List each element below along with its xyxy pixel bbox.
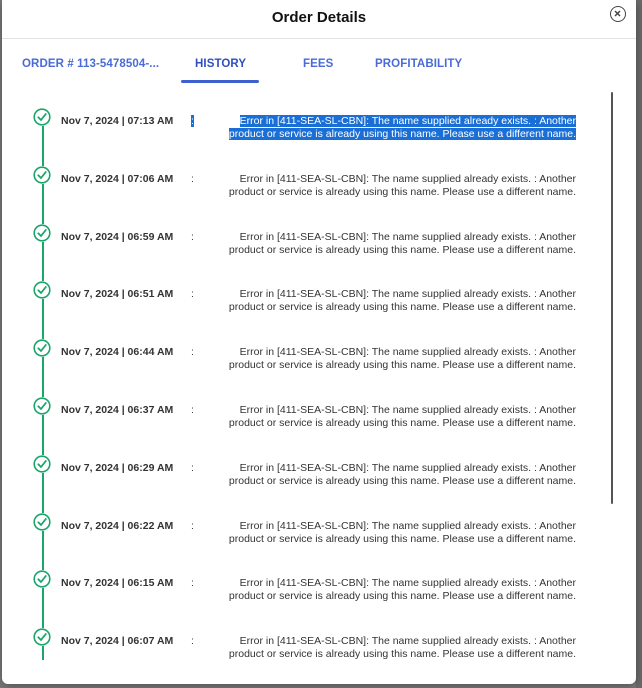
history-entry — [2, 149, 612, 207]
close-button[interactable] — [610, 6, 626, 22]
entry-message — [206, 346, 576, 372]
modal-title: Order Details — [271, 9, 367, 26]
entry-separator: : — [191, 404, 194, 416]
tab-fees[interactable]: FEES — [303, 58, 334, 70]
entry-date: Nov 7, 2024 | 06:22 AM — [61, 519, 174, 532]
entry-message-text: Error in [411-SEA-SL-CBN]: The name supplied already exists. : Another product or service is already using this name. Please use a different name. — [228, 577, 576, 603]
entry-separator: : — [191, 288, 194, 301]
history-entry — [2, 207, 612, 265]
history-entry — [2, 91, 612, 149]
entry-message-text: Error in [411-SEA-SL-CBN]: The name supplied already exists. : Another product or service is already using this name. Please use a different name. — [228, 519, 576, 545]
entry-message — [206, 288, 576, 314]
history-entry — [2, 496, 612, 554]
entry-separator: : — [191, 577, 194, 590]
close-icon — [611, 7, 624, 20]
entry-message-text: Error in [411-SEA-SL-CBN]: The name supplied already exists. : Another product or service is already using this name. Please use a different name. — [228, 461, 576, 487]
check-circle-icon — [33, 108, 51, 126]
entry-date: Nov 7, 2024 | 07:13 AM — [61, 115, 174, 127]
entry-date: Nov 7, 2024 | 06:59 AM — [61, 230, 174, 243]
history-entry — [2, 611, 612, 669]
entry-message — [206, 577, 576, 603]
active-tab-indicator — [181, 80, 259, 83]
check-circle-icon — [33, 281, 51, 299]
check-circle-icon — [33, 513, 51, 531]
entry-separator: : — [191, 230, 194, 243]
entry-message — [206, 462, 576, 488]
entry-date: Nov 7, 2024 | 06:37 AM — [61, 404, 174, 416]
entry-separator: : — [191, 635, 194, 648]
entry-message-text: Error in [411-SEA-SL-CBN]: The name supplied already exists. : Another product or service is already using this name. Please use a different name. — [228, 115, 576, 140]
entry-message-text: Error in [411-SEA-SL-CBN]: The name supplied already exists. : Another product or service is already using this name. Please use a different name. — [228, 346, 576, 372]
history-entry — [2, 553, 612, 611]
scrollbar[interactable] — [611, 92, 613, 504]
check-circle-icon — [33, 339, 51, 357]
history-panel[interactable] — [2, 90, 636, 684]
entry-separator: : — [191, 115, 194, 127]
order-details-modal — [2, 0, 636, 684]
tab-history[interactable]: HISTORY — [195, 58, 247, 70]
entry-message — [206, 404, 576, 430]
tab-profitability[interactable]: PROFITABILITY — [375, 58, 463, 70]
entry-message — [206, 173, 576, 199]
entry-separator: : — [191, 172, 194, 185]
check-circle-icon — [33, 166, 51, 184]
entry-separator: : — [191, 461, 194, 474]
entry-message — [206, 635, 576, 661]
modal-header — [2, 0, 636, 39]
entry-separator: : — [191, 346, 194, 359]
history-entry — [2, 322, 612, 380]
check-circle-icon — [33, 397, 51, 415]
entry-message — [206, 115, 576, 141]
entry-message-text: Error in [411-SEA-SL-CBN]: The name supplied already exists. : Another product or service is already using this name. Please use a different name. — [228, 172, 576, 198]
history-entry — [2, 438, 612, 496]
entry-date: Nov 7, 2024 | 06:44 AM — [61, 346, 174, 359]
entry-date: Nov 7, 2024 | 06:15 AM — [61, 577, 174, 590]
entry-date: Nov 7, 2024 | 06:51 AM — [61, 288, 174, 301]
check-circle-icon — [33, 628, 51, 646]
tab-order-number[interactable]: ORDER # 113-5478504-... — [22, 58, 160, 70]
history-entry — [2, 264, 612, 322]
check-circle-icon — [33, 224, 51, 242]
tab-bar — [2, 38, 636, 84]
entry-message — [206, 231, 576, 257]
check-circle-icon — [33, 455, 51, 473]
entry-date: Nov 7, 2024 | 07:06 AM — [61, 172, 174, 185]
entry-message-text: Error in [411-SEA-SL-CBN]: The name supplied already exists. : Another product or service is already using this name. Please use a different name. — [228, 230, 576, 256]
entry-message — [206, 520, 576, 546]
entry-message-text: Error in [411-SEA-SL-CBN]: The name supplied already exists. : Another product or service is already using this name. Please use a different name. — [228, 404, 576, 429]
background-edge — [636, 0, 642, 688]
entry-message-text: Error in [411-SEA-SL-CBN]: The name supplied already exists. : Another product or service is already using this name. Please use a different name. — [228, 635, 576, 661]
history-entry — [2, 380, 612, 438]
entry-date: Nov 7, 2024 | 06:07 AM — [61, 635, 174, 648]
check-circle-icon — [33, 570, 51, 588]
entry-date: Nov 7, 2024 | 06:29 AM — [61, 461, 174, 474]
entry-separator: : — [191, 519, 194, 532]
entry-message-text: Error in [411-SEA-SL-CBN]: The name supplied already exists. : Another product or service is already using this name. Please use a different name. — [228, 288, 576, 314]
